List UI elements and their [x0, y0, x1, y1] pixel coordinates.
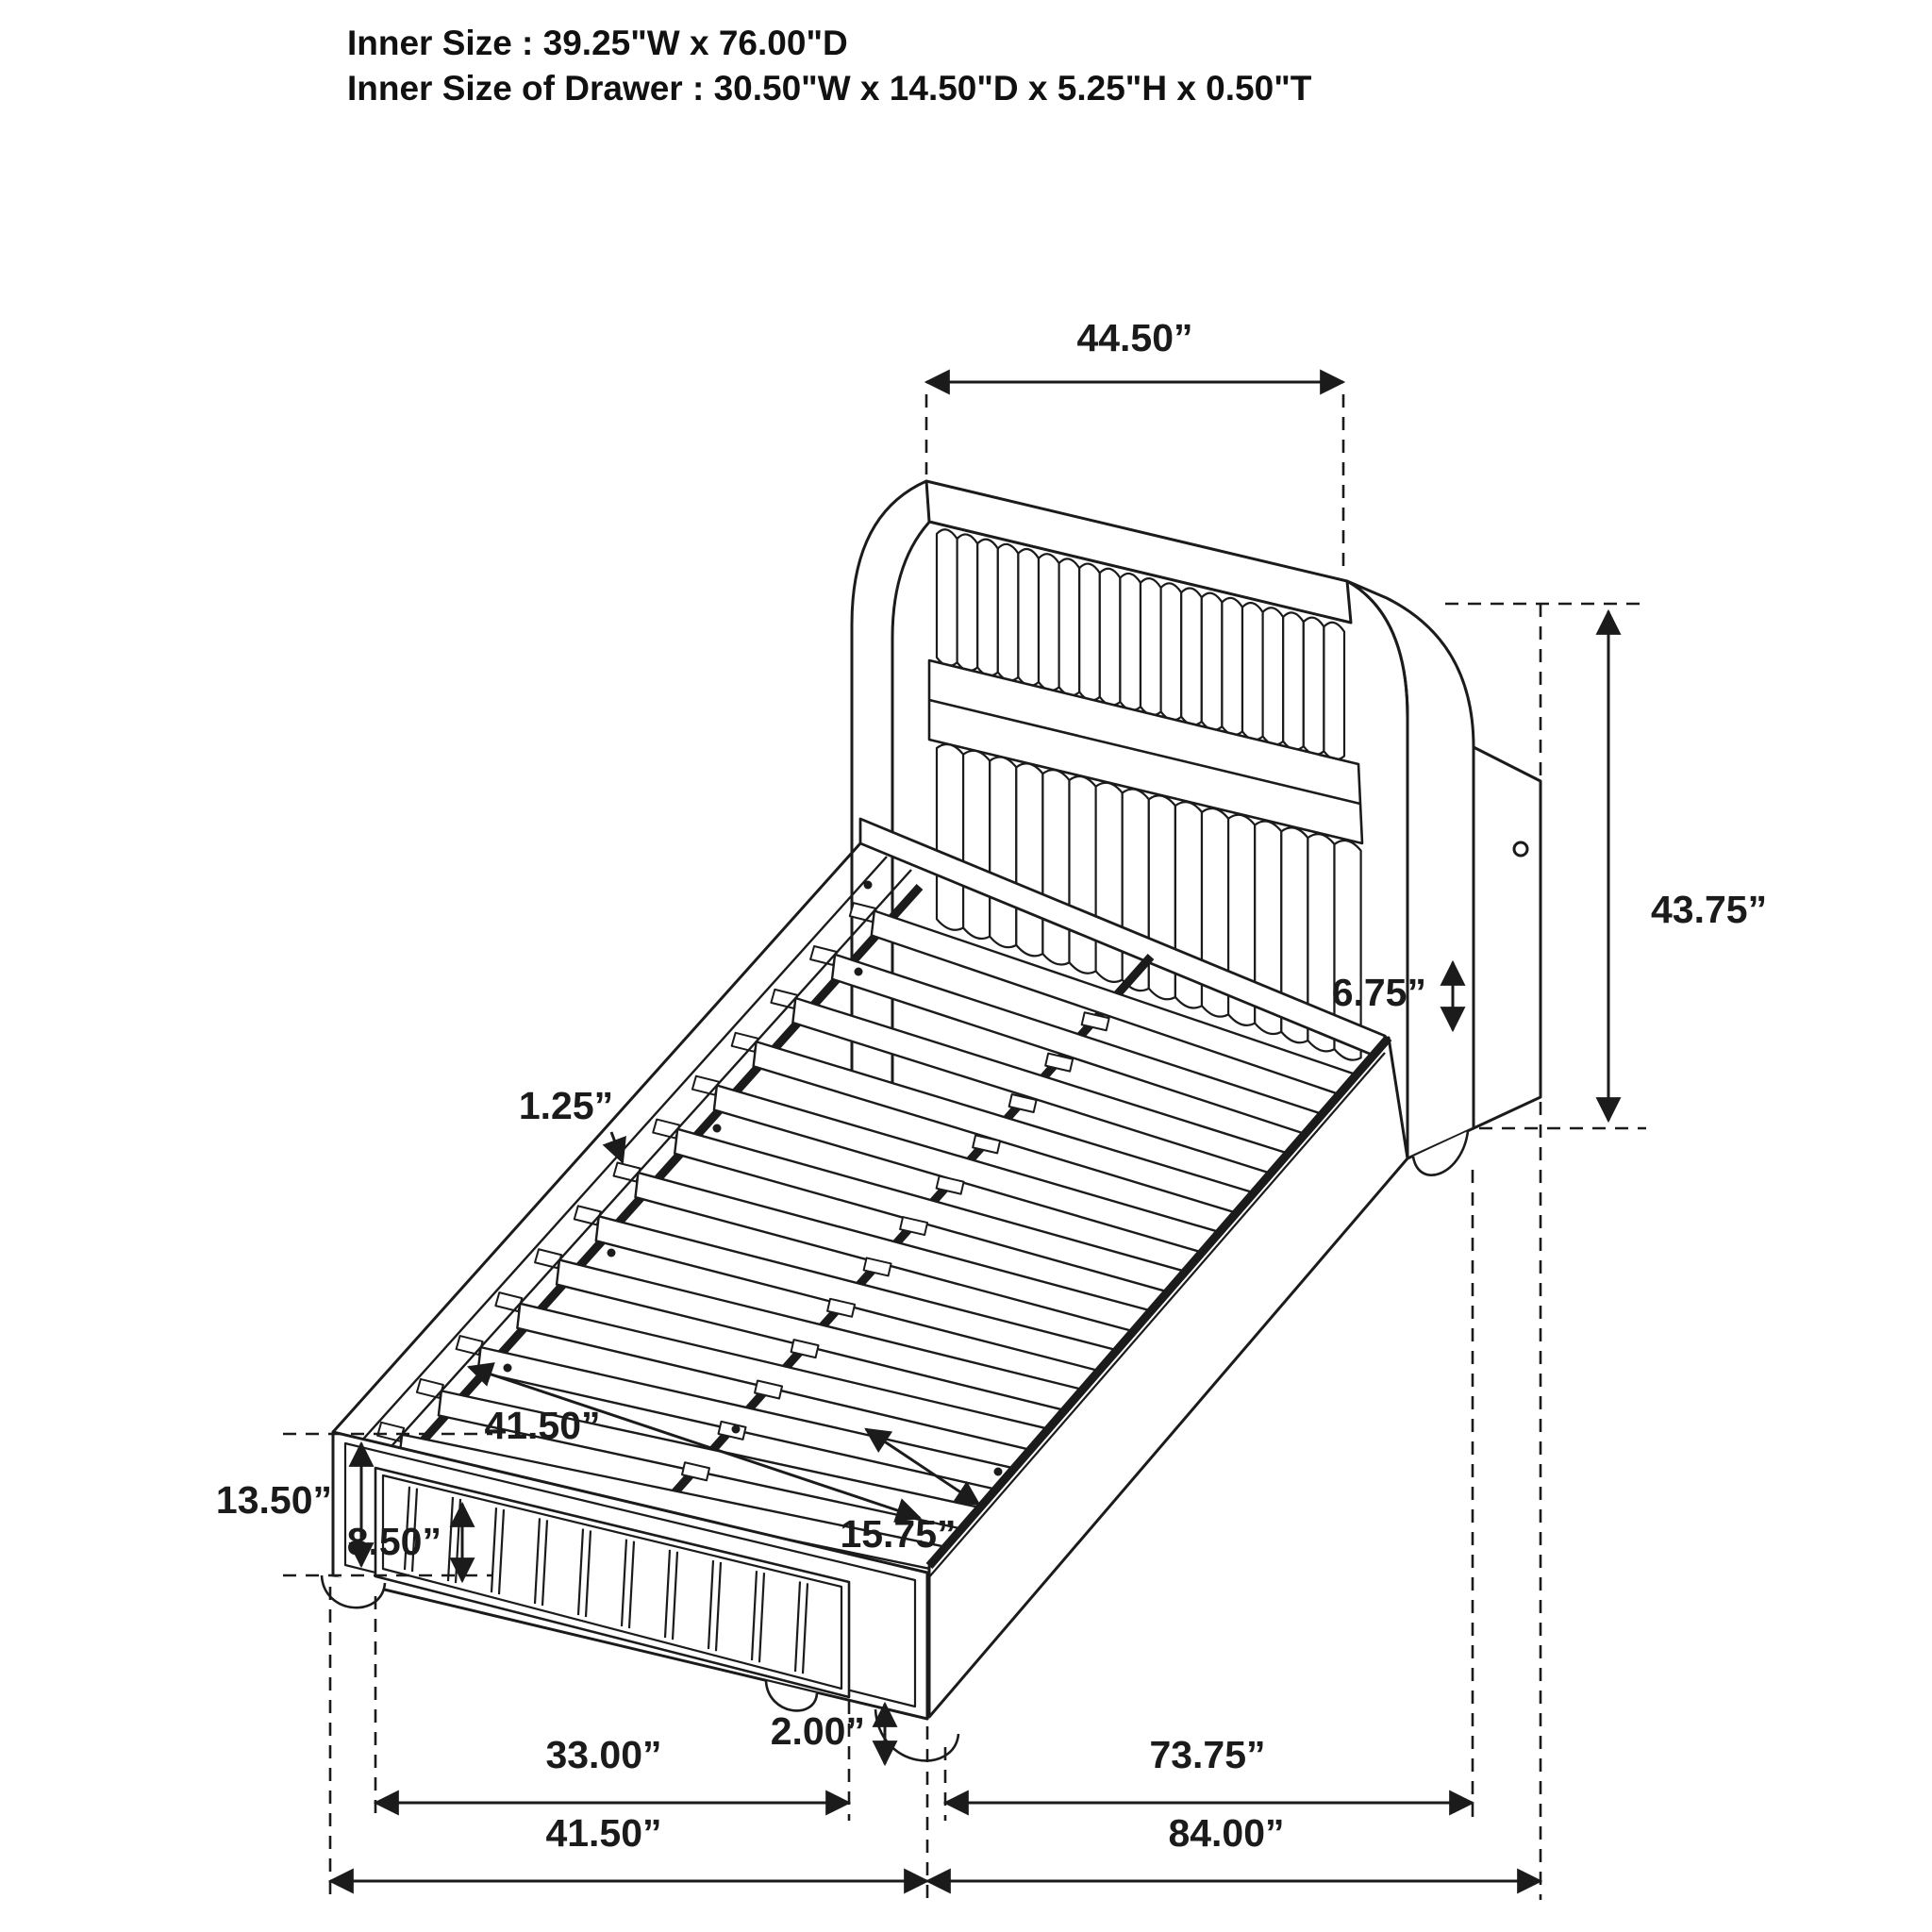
dimension-label-drawer-width: 33.00”: [545, 1733, 662, 1776]
bed-line-art: [322, 481, 1541, 1760]
dimension-label-rail-lip: 1.25”: [518, 1084, 614, 1127]
dimension-label-slat-to-rail: 6.75”: [1331, 971, 1426, 1014]
dimension-label-headboard-height: 43.75”: [1651, 888, 1768, 931]
dimension-label-inner-width: 41.50”: [484, 1404, 601, 1447]
title-line-2: Inner Size of Drawer : 30.50"W x 14.50"D x 5.25"H x 0.50"T: [347, 69, 1312, 108]
dimension-label-foot-to-headboard: 73.75”: [1149, 1733, 1266, 1776]
title-line-1: Inner Size : 39.25"W x 76.00"D: [347, 24, 848, 62]
dimension-label-overall-length: 84.00”: [1168, 1811, 1285, 1855]
dimension-label-foot-height: 2.00”: [770, 1709, 865, 1753]
dimension-label-drawer-depth: 15.75”: [840, 1512, 957, 1556]
dimension-label-width-top: 44.50”: [1076, 316, 1193, 359]
title-block: [347, 24, 1312, 108]
dimension-label-overall-width: 41.50”: [545, 1811, 662, 1855]
dimension-label-drawer-front-height: 8.50”: [346, 1520, 441, 1563]
dimension-rail-lip: [519, 1084, 623, 1162]
dimension-label-frame-height: 13.50”: [215, 1478, 332, 1522]
